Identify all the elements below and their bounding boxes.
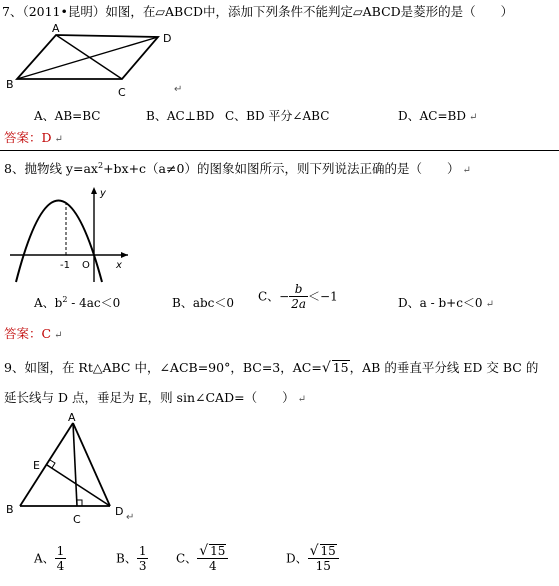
- q7-label-c: C: [118, 86, 126, 99]
- q9-label-b: B: [6, 503, 14, 516]
- q8-option-c: C、− $\frac{b}{2a}$ ＜−1: [258, 282, 338, 311]
- q7-answer: 答案：D ↵: [4, 130, 63, 145]
- q7-label-b: B: [6, 78, 14, 91]
- q9-triangle-figure: [0, 410, 140, 530]
- divider-line: [0, 150, 559, 151]
- q9-option-a: A、 $\frac{1}{4}$: [34, 544, 65, 573]
- q9-label-a: A: [68, 411, 76, 424]
- segment-ab: [20, 423, 73, 506]
- segment-ac: [73, 423, 77, 506]
- q9-option-c: C、 $\frac{√ 15}{4}$: [176, 544, 228, 574]
- q8-option-b: B、abc＜0: [172, 296, 235, 310]
- q8-text: 8、抛物线 $y=ax^2+bx+c(a\ne 0)$的图象如图所示，则下列说法正确的是（ ） ↵: [4, 160, 471, 176]
- diagonal-bd: [17, 37, 158, 79]
- y-axis-arrow-icon: [91, 187, 97, 194]
- q7-parallelogram-figure: [0, 22, 200, 104]
- q7-option-d: D、AC=BD ↵: [398, 109, 478, 123]
- return-mark: ↵: [174, 84, 183, 95]
- neg-one-label: -1: [60, 260, 70, 271]
- q7-label-a: A: [52, 22, 60, 35]
- q7-text-content: 7、（2011•昆明）如图，在▱ABCD中，添加下列条件不能判定▱ABCD是菱形的是（ ）: [2, 4, 514, 19]
- q9-text-line2: 延长线与 D 点，垂足为 E，则 sin∠CAD=（ ） ↵: [4, 390, 306, 405]
- q8-option-d: D、a - b+c＜0 ↵: [398, 296, 494, 310]
- q9-label-d: D: [115, 505, 124, 518]
- q9-option-d: D、 $\frac{√ 15}{15}$: [286, 544, 339, 574]
- q8-option-a: A、$b^2 - 4ac<0$: [34, 295, 121, 310]
- q9-label-c: C: [73, 513, 81, 526]
- q8-parabola-graph: [8, 184, 138, 284]
- q7-option-c: C、BD 平分∠ABC: [225, 109, 330, 123]
- q9-label-e: E: [33, 459, 40, 472]
- q7-text: [2, 2, 513, 20]
- q8-answer: 答案：C ↵: [4, 326, 63, 341]
- x-axis-label: x: [116, 260, 122, 271]
- q7-option-b: B、AC⊥BD: [146, 109, 215, 123]
- q7-label-d: D: [163, 32, 172, 45]
- return-mark: ↵: [126, 512, 135, 523]
- q9-option-b: B、 $\frac{1}{3}$: [116, 544, 147, 573]
- x-axis-arrow-icon: [121, 252, 128, 258]
- q9-text-line1: 9、如图，在 Rt△ABC 中，∠ACB=90°，BC=3，AC=√ 15，AB 的垂直平分线 ED 交 BC 的: [4, 360, 539, 376]
- y-axis-label: y: [100, 188, 106, 199]
- q7-option-a: A、AB=BC: [34, 109, 101, 123]
- origin-label: O: [82, 260, 90, 271]
